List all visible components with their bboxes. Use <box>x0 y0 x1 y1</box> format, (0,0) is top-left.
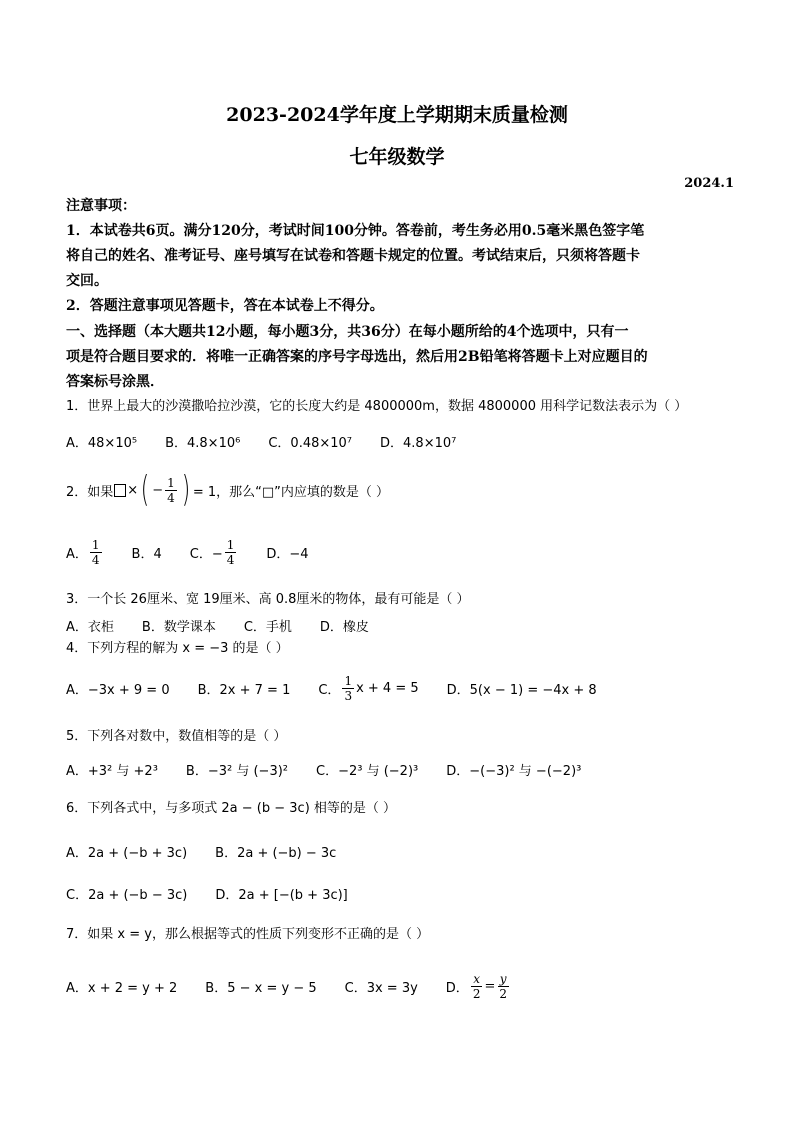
q5-option-b: B．−3² 与 (−3)² <box>185 764 288 779</box>
notice-item1-line2: 将自己的姓名、准考证号、座号填写在试卷和答题卡规定的位置。考试结束后，只须将答题卡 <box>66 248 640 264</box>
q4-option-d: D．5(x − 1) = −4x + 8 <box>446 683 597 698</box>
q4-option-c-num: 1 <box>344 674 353 688</box>
q2-option-c-label: C．− <box>189 547 223 562</box>
q1-option-b: B．4.8×10⁶ <box>165 436 241 451</box>
q5-options <box>66 760 609 779</box>
notice-item1-line3: 交回。 <box>66 273 108 289</box>
section-intro-line1: 一、选择题（本大题共12小题，每小题3分，共36分）在每小题所给的4个选项中，只有一 <box>66 324 629 340</box>
q6-options-row2 <box>66 884 376 903</box>
q2-option-a-num: 1 <box>91 538 100 552</box>
section-intro-line2: 项是符合题目要求的．将唯一正确答案的序号字母选出，然后用2B铅笔将答题卡上对应题目的 <box>66 349 648 365</box>
q2-option-b: B．4 <box>131 547 162 562</box>
exam-date: 2024.1 <box>684 176 734 191</box>
q3-option-c: C．手机 <box>243 620 292 635</box>
q7-option-d-left-frac <box>471 972 483 1001</box>
q7-option-d-right-frac <box>497 972 509 1001</box>
notice-item1-line1: 1．本试卷共6页。满分120分，考试时间100分钟。答卷前，考生务必用0.5毫米黑色签字笔 <box>66 223 645 239</box>
q2-option-a-frac <box>90 538 102 567</box>
q7-option-d-right-num: y <box>499 972 507 986</box>
q2-option-c-num: 1 <box>226 538 235 552</box>
q2-stem-post: = 1，那么“□”内应填的数是（ ） <box>192 484 390 500</box>
exam-subtitle: 七年级数学 <box>349 146 445 168</box>
q6-option-c: C．2a + (−b − 3c) <box>66 888 188 903</box>
q2-option-c <box>190 538 239 567</box>
q5-option-d: D．−(−3)² 与 −(−2)³ <box>446 764 582 779</box>
q2-options <box>66 538 337 567</box>
q2-stem <box>66 469 390 510</box>
q6-option-d: D．2a + [−(b + 3c)] <box>215 888 348 903</box>
q2-option-a-label: A． <box>66 547 88 562</box>
notice-heading: 注意事项： <box>66 198 136 214</box>
q4-options <box>66 674 625 703</box>
q1-stem: 1．世界上最大的沙漠撒哈拉沙漠，它的长度大约是 4800000m，数据 4800000 用科学记数法表示为（ ） <box>66 399 688 414</box>
q7-option-a: A．x + 2 = y + 2 <box>66 981 178 996</box>
blank-box-icon <box>114 484 126 497</box>
q7-option-d-left-num: x <box>473 972 481 986</box>
exam-title: 2023-2024学年度上学期期末质量检测 <box>226 104 568 126</box>
q7-option-b: B．5 − x = y − 5 <box>205 981 317 996</box>
q2-fraction <box>165 476 177 505</box>
q3-option-b: B．数学课本 <box>141 620 216 635</box>
q4-option-b: B．2x + 7 = 1 <box>197 683 291 698</box>
minus-sign: − <box>152 482 164 498</box>
q4-option-a: A．−3x + 9 = 0 <box>66 683 170 698</box>
q5-option-a: A．+3² 与 +2³ <box>66 764 158 779</box>
q3-option-d: D．橡皮 <box>319 620 369 635</box>
q6-option-a: A．2a + (−b + 3c) <box>66 846 188 861</box>
q1-option-d: D．4.8×10⁷ <box>380 436 457 451</box>
q2-fraction-den: 4 <box>167 490 175 505</box>
q6-option-b: B．2a + (−b) − 3c <box>215 846 337 861</box>
q4-option-c-frac <box>342 674 354 703</box>
q1-options <box>66 432 484 451</box>
q1-option-a: A．48×10⁵ <box>66 436 138 451</box>
q2-option-c-frac <box>225 538 237 567</box>
q2-fraction-num: 1 <box>167 475 175 490</box>
q4-option-c <box>318 674 418 703</box>
q5-stem: 5．下列各对数中，数值相等的是（ ） <box>66 729 287 744</box>
q7-option-d <box>446 972 511 1001</box>
section-intro-line3: 答案标号涂黑． <box>66 374 164 390</box>
q2-stem-pre: 2．如果 <box>66 484 114 500</box>
q1-option-c: C．0.48×10⁷ <box>268 436 353 451</box>
q7-stem: 7．如果 x = y，那么根据等式的性质下列变形不正确的是（ ） <box>66 927 430 942</box>
q2-option-a-den: 4 <box>91 553 100 567</box>
q4-option-c-den: 3 <box>344 689 353 703</box>
q4-option-c-label: C． <box>318 683 341 698</box>
q7-option-d-left-den: 2 <box>472 987 481 1001</box>
q7-option-d-right-den: 2 <box>499 987 507 1001</box>
q2-option-d: D．−4 <box>266 547 309 562</box>
q2-option-c-den: 4 <box>226 553 235 567</box>
right-paren-icon: ) <box>181 469 191 510</box>
q6-stem: 6．下列各式中，与多项式 2a − (b − 3c) 相等的是（ ） <box>66 801 397 816</box>
q2-stem-mid: × <box>127 482 139 498</box>
q5-option-c: C．−2³ 与 (−2)³ <box>316 764 419 779</box>
q7-option-c: C．3x = 3y <box>344 981 418 996</box>
q6-options-row1 <box>66 842 364 861</box>
q2-option-a <box>66 538 104 567</box>
q3-option-a: A．衣柜 <box>66 620 114 635</box>
notice-item2: 2．答题注意事项见答题卡，答在本试卷上不得分。 <box>66 298 384 314</box>
q7-options <box>66 972 539 1001</box>
q3-options <box>66 616 397 635</box>
q4-stem: 4．下列方程的解为 x = −3 的是（ ） <box>66 641 289 656</box>
left-paren-icon: ( <box>140 469 150 510</box>
q7-option-d-label: D． <box>445 981 469 996</box>
q3-stem: 3．一个长 26厘米、宽 19厘米、高 0.8厘米的物体，最有可能是（ ） <box>66 592 470 607</box>
q4-option-c-rest: x + 4 = 5 <box>356 681 419 696</box>
equals-sign: = <box>484 979 496 994</box>
